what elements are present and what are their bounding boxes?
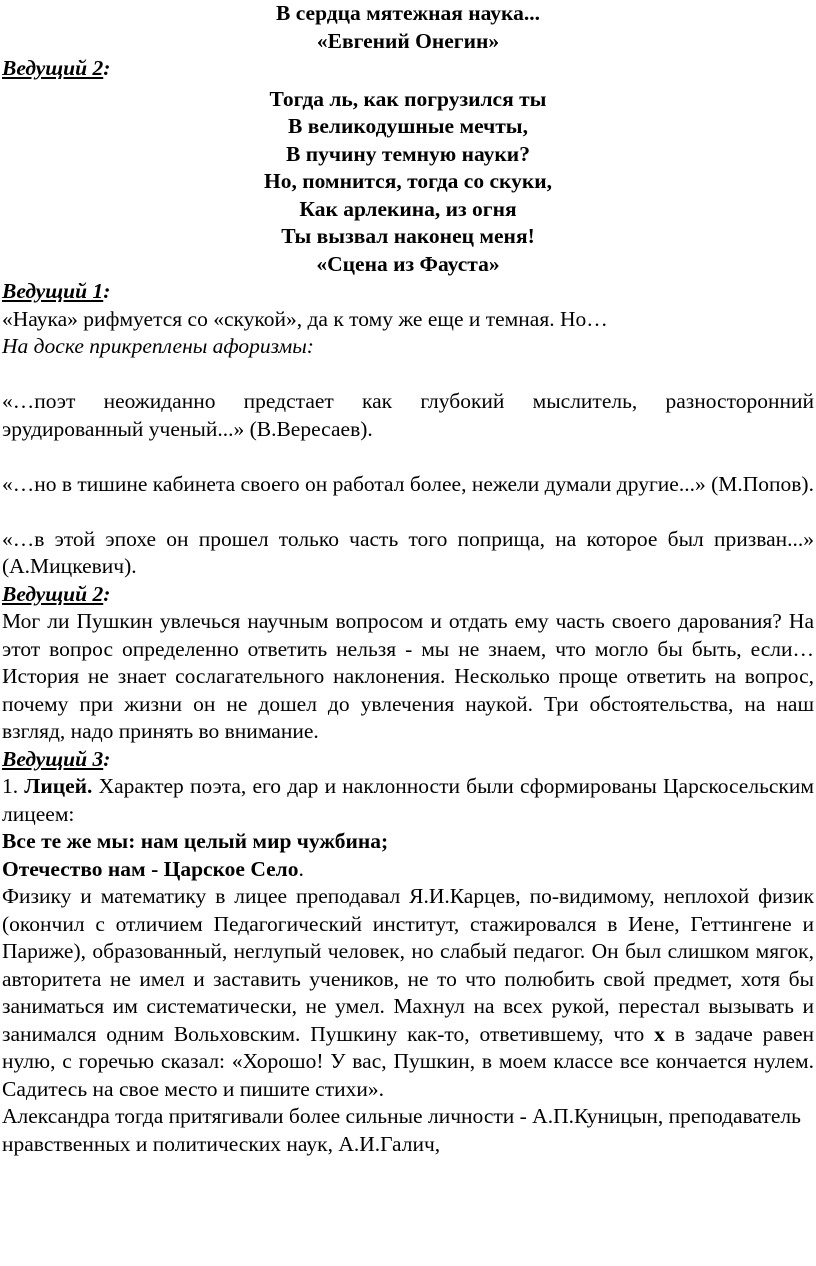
speaker-name: Ведущий 2	[2, 581, 104, 606]
speaker-name: Ведущий 2	[2, 56, 104, 80]
poem-line: В пучину темную науки?	[286, 141, 530, 166]
poem-line: Но, помнится, тогда со скуки,	[263, 169, 553, 193]
poem-line: В великодушные мечты,	[288, 114, 528, 138]
verse-line: Все те же мы: нам целый мир чужбина;	[2, 829, 389, 853]
speaker-label: Ведущий 2:	[2, 581, 111, 606]
speaker-label: Ведущий 3:	[2, 746, 111, 771]
speaker-label: Ведущий 2:	[2, 56, 111, 80]
speaker-name: Ведущий 1	[2, 279, 104, 303]
poem-line: Тогда ль, как погрузился ты	[269, 86, 547, 111]
speaker-label: Ведущий 1:	[2, 279, 111, 303]
aphorism: «…но в тишине кабинета своего он работал более, нежели думали другие...» (М.Попов).	[2, 471, 814, 496]
paragraph: Физику и математику в лицее преподавал Я.И.Карцев, по-видимому, неплохой физик (окончил с отличием Педагогический институт, стажировался в Иене, Геттингене и Париже), образованный, неглупый человек, но слабый педагог. Он был слишком мягок, авторитета не имел и заставить учеников, не то что полюбить свой предмет, хотя бы заниматься им систематически, не умел. Махнул на всех рукой, перестал вызывать и занимался одним Вольховским. Пушкину как-то, ответившему, что x в задаче равен нулю, с горечью сказал: «Хорошо! У вас, Пушкин, в моем классе все кончается нулем. Садитесь на свое место и пишите стихи».	[2, 884, 814, 1101]
aphorism: «…в этой эпохе он прошел только часть того поприща, на которое был призван...» (А.Мицкевич).	[2, 526, 814, 578]
paragraph: Александра тогда притягивали более сильные личности - А.П.Куницын, преподаватель нравственных и политических наук, А.И.Галич,	[2, 1104, 801, 1156]
intro-note: На доске прикреплены афоризмы:	[2, 334, 314, 358]
paragraph: Мог ли Пушкин увлечься научным вопросом и отдать ему часть своего дарования? На этот вопрос определенно ответить нельзя - мы не знаем, что могло бы быть, если… История не знает сослагательного наклонения. Несколько проще ответить на вопрос, почему при жизни он не дошел до увлечения наукой. Три обстоятельства, на наш взгляд, надо принять во внимание.	[2, 609, 814, 743]
poem-source: «Сцена из Фауста»	[316, 251, 500, 276]
poem-line: Как арлекина, из огня	[299, 196, 517, 221]
verse-line: Отечество нам - Царское Село.	[2, 856, 304, 881]
title-line-2: «Евгений Онегин»	[316, 28, 500, 53]
section-intro: 1. Лицей. Характер поэта, его дар и наклонности были сформированы Царскосельским лицеем:	[2, 774, 814, 826]
section-title: Лицей.	[24, 774, 93, 798]
speaker-name: Ведущий 3	[2, 746, 104, 771]
intro-text: «Наука» рифмуется со «скукой», да к тому же еще и темная. Но…	[2, 306, 608, 331]
title-line-1: В сердца мятежная наука...	[276, 1, 540, 25]
poem-line: Ты вызвал наконец меня!	[281, 224, 535, 248]
aphorism: «…поэт неожиданно предстает как глубокий мыслитель, разносторонний эрудированный ученый...» (В.Вересаев).	[2, 389, 814, 441]
variable-x: x	[654, 1021, 665, 1046]
